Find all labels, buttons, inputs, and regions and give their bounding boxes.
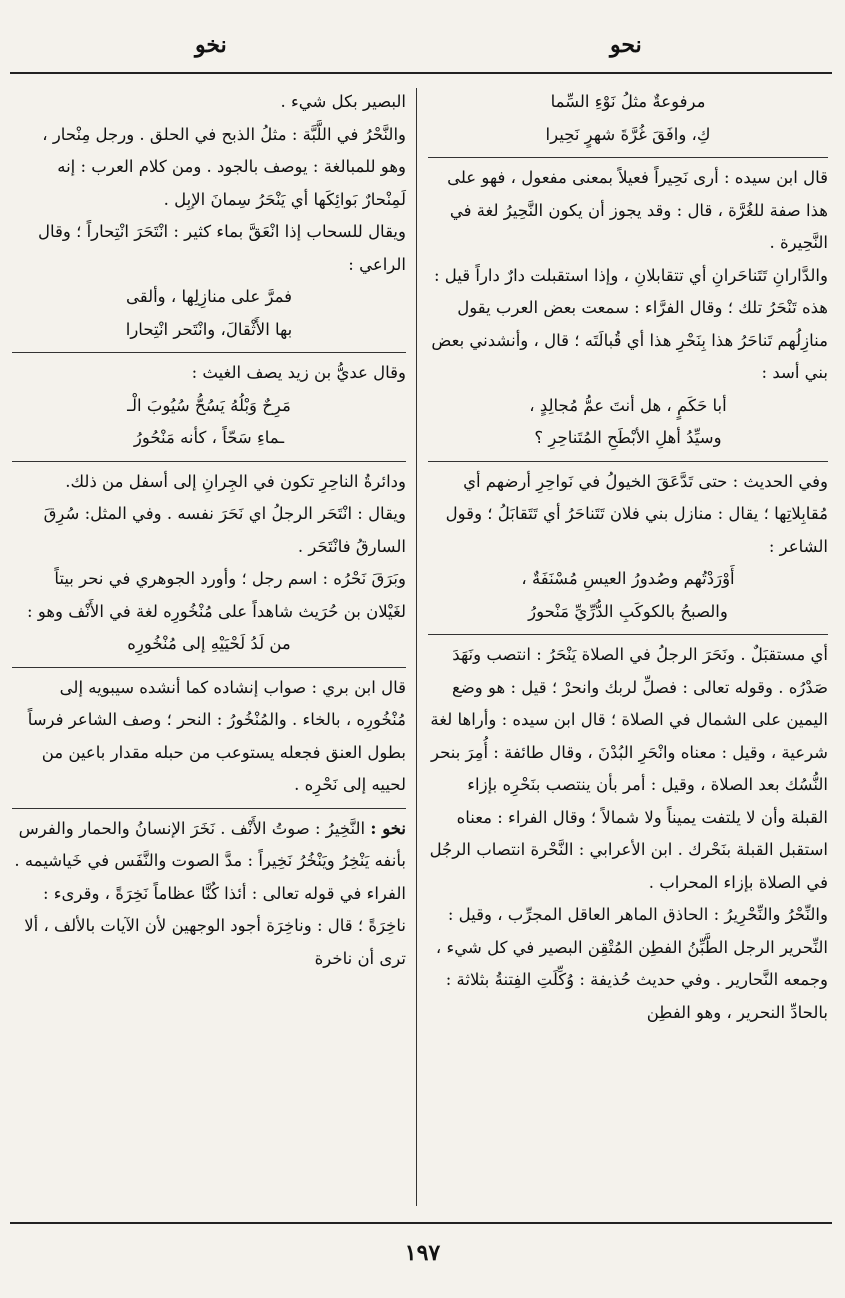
headword-left: نخو [195,32,227,58]
verse-line: من لَدُ لَحْيَيْهِ إلى مُنْخُورِه [127,634,291,653]
separator [12,352,406,353]
verse-line: مَرِحٌ وَبْلُهُ يَسُحُّ سُيُوبَ الْـ [127,395,291,415]
paragraph: والنِّحْرُ والنِّحْرِيرُ : الحاذق الماهر العاقل المجرِّب ، وقيل : النِّحرير الرجل الطَّبِّنُ الفطِن المُتْقِن البصير في كل شيء ، وجمعه النَّحارير . وفي حديث حُذيفة : وُكِّلَتِ الفِتنةُ بثلاثة : بالحادِّ النحرير ، وهو الفطِن [435,905,828,1022]
verse-line: ـماءِ سَحّاً ، كأنه مَنْحُورُ [133,428,285,447]
column-divider [416,88,417,1206]
lemma-word: نخو : [370,818,406,838]
paragraph: البصير بكل شيء . [280,92,406,111]
verse-line: أبا حَكَمٍ ، هل أنتَ عمُّ مُجالِدٍ ، [529,395,727,415]
verse-line: أَوْرَدْتُهم وصُدورُ العيسِ مُسْنَفَةٌ ، [521,569,735,588]
paragraph: ويقال للسحاب إذا انْعَقَّ بماء كثير : انْتَحَرَ انْتِحاراً ؛ وقال الراعي : [37,222,406,274]
separator [428,634,828,635]
separator [428,157,828,158]
headword-right: نحو [610,32,642,58]
left-column [12,86,406,975]
separator [428,461,828,462]
verse-line: مرفوعةٌ مثلُ نَوْءِ السِّما [550,92,706,111]
separator [12,667,406,668]
entry-text: النَّخِيرُ : صوتُ الأَنْف . نَخَرَ الإنسانُ والحمار والفرس بأنفه يَنْخِرُ ويَنْخُرُ نَخِيراً : مدَّ الصوت والنَّفَس في خَياشيمه . الفراء في قوله تعالى : أئذا كُنَّا عظاماً نَخِرَةً ، وقرىء : ناخِرَةً ؛ قال : وناخِرَة أجود الوجهين لأن الآيات بالألف ، ألا ترى أن ناخرة [14,818,406,968]
separator [12,808,406,809]
bottom-rule [10,1222,832,1224]
paragraph: ودائرةُ الناحِرِ تكون في الجِرانِ إلى أسفل من ذلك. [65,471,406,491]
paragraph: وقال عديُّ بن زيد يصف الغيث : [191,363,406,382]
right-column [428,86,828,1029]
verse-line: والصبحُ بالكوكَبِ الدُّرِّيِّ مَنْحورُ [528,601,728,621]
paragraph: قال ابن سيده : أرى نَحِيراً فعيلاً بمعنى مفعول ، فهو على هذا صفة للغُرَّة ، قال : وقد يجوز أن يكون النَّحِيرُ لغة في النَّحِيرة . [447,168,828,252]
paragraph: أي مستقبَلٌ . ونَحَرَ الرجلُ في الصلاة يَنْحَرُ : انتصب ونَهَدَ صَدْرُه . وقوله تعالى : فصلِّ لربك وانحرْ ؛ قيل : هو وضع اليمين على الشمال في الصلاة ؛ قال ابن سيده : وأراها لغة شرعية ، وقيل : معناه وانْحَرِ البُدْنَ ، وقال طائفة : أُمِرَ بنحر النُّسُك بعد الصلاة ، وقيل : أمر بأن ينتصب بنَحْرِه بإزاء القبلة وأن لا يلتفت يميناً ولا شمالاً ؛ وقال الفراء : معناه استقبل القبلة بنَحْرك . ابن الأعرابي : النَّحْرة انتصاب الرجُل في الصلاة بإزاء المحراب . [429,645,828,892]
paragraph: قال ابن بري : صواب إنشاده كما أنشده سيبويه إلى مُنْخُورِه ، بالخاء . والمُنْخُورُ : النحر ؛ وصف الشاعر فرساً بطول العنق فجعله يستوعب من حبله مقدار باعين من لحييه إلى نَحْرِه . [27,677,406,794]
top-rule [10,72,832,74]
paragraph: ويقال : انْتَحَر الرجلُ اي نَحَرَ نفسه . وفي المثل: سُرِقَ السارقُ فانْتَحَر . [43,504,406,556]
verse-line: كِ، وافَقَ غُرَّةَ شهرٍ نَحِيرا [545,124,711,144]
separator [12,461,406,462]
paragraph: وبَرَقَ نَحْرُه : اسم رجل ؛ وأورد الجوهري في نحر بيتاً لغَيْلان بن حُرَيث شاهداً على مُنْخُورِه لغة في الأَنْف وهو : [27,569,406,621]
paragraph: والدَّارانِ تَتَناحَرانِ أي تتقابلانِ ، وإذا استقبلت دارٌ داراً قيل : هذه تَنْحَرُ تلك ؛ وقال الفرَّاء : سمعت بعض العرب يقول منازِلُهم تَناحَرُ هذا بِنَحْرِ هذا أي قُبالَتَه ؛ قال ، وأنشدني بعض بني أسد : [431,265,828,382]
page-number: ١٩٧ [404,1240,441,1266]
paragraph: والنَّحْرُ في اللَّبَّة : مثلُ الذبح في الحلق . ورجل مِنْحار ، وهو للمبالغة : يوصف بالجود . ومن كلام العرب : إنه لَمِنْحارٌ بَوائِكَها أي يَنْحَرُ سِمانَ الإبِل . [42,124,406,209]
entry-paragraph [12,813,406,976]
page-header [0,28,845,68]
verse-line: فمرَّ على منازِلِها ، وألقى [125,287,293,306]
verse-line: بها الأَثْقالَ، وانْتَحر انْتِحارا [125,319,293,339]
verse-line: وسيِّدُ أهلِ الأبْطَحِ المُتَناحِرِ ؟ [534,428,722,447]
paragraph: وفي الحديث : حتى تَدَّعَقَ الخيولُ في نَواحِرِ أرضهم أي مُقابِلاتِها ؛ يقال : منازل بني فلان تَتَناحَرُ أي تَتَقابَلُ ؛ وقول الشاعر : [445,471,828,556]
